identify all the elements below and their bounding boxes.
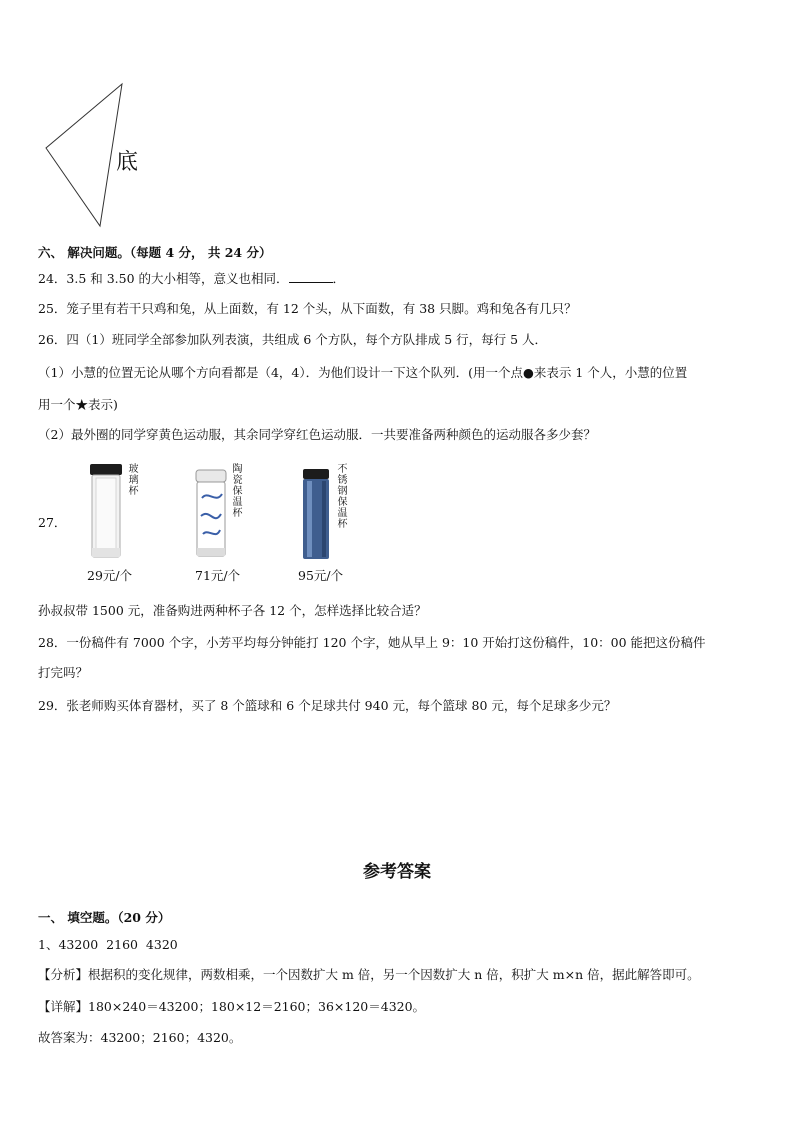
triangle-label: 底 [116,150,139,175]
cup-price-label: 29元/个 [87,568,133,583]
cup-price-label: 71元/个 [195,568,241,583]
question-26-part1-line2: 用一个★表示) [38,397,118,412]
answer-conclusion: 故答案为：43200；2160；4320。 [38,1030,242,1045]
cup-price-label: 95元/个 [298,568,344,583]
answer-detail: 【详解】180×240＝43200；180×12＝2160；36×120＝4320。 [38,999,426,1014]
question-28-line1: 28．一份稿件有 7000 个字，小芳平均每分钟能打 120 个字，她从早上 9：10 开始打这份稿件，10：00 能把这份稿件 [38,635,706,650]
section-title: 六、 解决问题。（每题 4 分， 共 24 分） [38,245,272,260]
cup-name-label: 不锈钢保温杯 [335,463,346,529]
question-26-part2: （2）最外圈的同学穿黄色运动服，其余同学穿红色运动服．一共要准备两种颜色的运动服各多少套？ [38,427,596,442]
question-24-end: ． [332,271,346,286]
question-25: 25．笼子里有若干只鸡和兔，从上面数，有 12 个头，从下面数，有 38 只脚。鸡和兔各有几只？ [38,301,577,316]
question-24 [38,270,345,288]
ceramic-cup-image [194,468,228,560]
answers-section-1: 一、 填空题。（20 分） [38,910,171,925]
question-28-line2: 打完吗？ [38,665,89,680]
answer-analysis: 【分析】根据积的变化规律，两数相乘，一个因数扩大 m 倍，另一个因数扩大 n 倍，积扩大 m×n 倍，据此解答即可。 [38,967,700,982]
question-29: 29．张老师购买体育器材，买了 8 个篮球和 6 个足球共付 940 元，每个篮球 80 元，每个足球多少元？ [38,698,617,713]
question-27-number: 27． [38,515,67,530]
question-24-text: 24．3.5 和 3.50 的大小相等，意义也相同． [38,271,289,286]
question-26-part1-line1: （1）小慧的位置无论从哪个方向看都是（4，4）．为他们设计一下这个队列．(用一个点●来表示 1 个人，小慧的位置 [38,365,688,380]
cup-name-label: 玻璃杯 [126,463,137,496]
answer-1: 1、43200 2160 4320 [38,937,178,952]
answers-title: 参考答案 [363,862,431,882]
steel-cup-image [300,467,332,561]
answer-blank [289,270,333,283]
glass-cup-image [88,462,124,560]
cup-name-label: 陶瓷保温杯 [230,463,241,518]
question-26: 26．四（1）班同学全部参加队列表演，共组成 6 个方队，每个方队排成 5 行，每行 5 人． [38,332,548,347]
question-27-text: 孙叔叔带 1500 元，准备购进两种杯子各 12 个，怎样选择比较合适？ [38,603,427,618]
